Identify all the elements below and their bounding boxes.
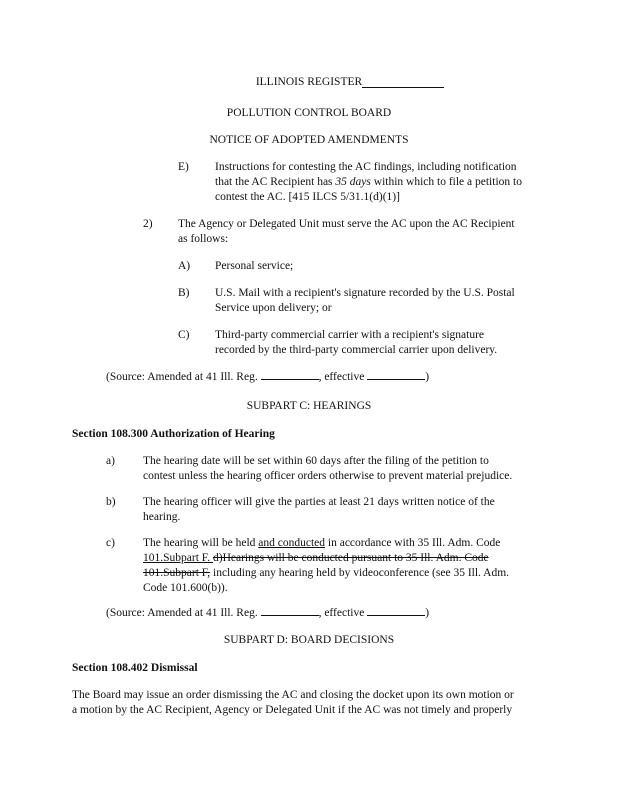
para-a-label: a) [106, 455, 115, 467]
inserted-text: and conducted [258, 537, 326, 549]
subpart-c-heading: SUBPART C: HEARINGS [246, 400, 372, 412]
dismissal-line1: The Board may issue an order dismissing the AC and closing the docket upon its own motion or [72, 689, 514, 701]
effective-blank [367, 371, 425, 380]
item-b-line2: Service upon delivery; or [215, 302, 332, 314]
para-c-line2 [143, 552, 489, 564]
para-c-line4: Code 101.600(b)). [143, 582, 228, 594]
subpart-d-heading: SUBPART D: BOARD DECISIONS [223, 634, 395, 646]
item-c-line1: Third-party commercial carrier with a recipient's signature [215, 329, 485, 341]
item-2-label: 2) [143, 218, 153, 230]
item-e-label: E) [178, 161, 189, 173]
inserted-text: 101.Subpart F. [143, 552, 213, 564]
item-c-label: C) [178, 329, 190, 341]
deleted-text: 101.Subpart F, [143, 567, 211, 579]
header-rule [362, 87, 444, 88]
section-300-heading: Section 108.300 Authorization of Hearing [72, 428, 275, 440]
item-e-line3: contest the AC. [415 ILCS 5/31.1(d)(1)] [215, 191, 400, 203]
para-c-line3: 101.Subpart F, including any hearing held by videoconference (see 35 Ill. Adm. [143, 567, 510, 579]
item-a-line1: Personal service; [215, 260, 294, 272]
dismissal-line2: a motion by the AC Recipient, Agency or Delegated Unit if the AC was not timely and properly [72, 704, 513, 716]
para-b-label: b) [106, 496, 116, 508]
para-b-line1: The hearing officer will give the parties at least 21 days written notice of the [143, 496, 495, 508]
register-title: ILLINOIS REGISTER [255, 76, 363, 88]
para-c-line1: The hearing will be held and conducted in accordance with 35 Ill. Adm. Code [143, 537, 501, 549]
item-2-line2: as follows: [178, 233, 229, 245]
section-402-heading: Section 108.402 Dismissal [72, 662, 198, 674]
para-c-label: c) [106, 537, 115, 549]
item-2-line1: The Agency or Delegated Unit must serve the AC upon the AC Recipient [178, 218, 515, 230]
reg-blank [261, 607, 319, 616]
source-note-1: (Source: Amended at 41 Ill. Reg. , effective ) [106, 371, 430, 383]
deleted-text: d)Hearings will be conducted pursuant to 35 Ill. Adm. Code [213, 552, 489, 564]
item-a-label: A) [178, 260, 191, 272]
notice-title: NOTICE OF ADOPTED AMENDMENTS [209, 134, 409, 146]
board-title: POLLUTION CONTROL BOARD [226, 107, 392, 119]
item-b-line1: U.S. Mail with a recipient's signature recorded by the U.S. Postal [215, 287, 515, 299]
effective-blank [367, 607, 425, 616]
para-a-line1: The hearing date will be set within 60 days after the filing of the petition to [143, 455, 489, 467]
para-b-line2: hearing. [143, 511, 181, 523]
item-c-line2: recorded by the third-party commercial carrier upon delivery. [215, 344, 498, 356]
item-e-line1: Instructions for contesting the AC findings, including notification [215, 161, 517, 173]
para-a-line2: contest unless the hearing officer orders otherwise to prevent material prejudice. [143, 470, 513, 482]
item-e-line2: that the AC Recipient has 35 days within which to file a petition to [215, 176, 522, 188]
source-note-2: (Source: Amended at 41 Ill. Reg. , effective ) [106, 607, 430, 619]
item-b-label: B) [178, 287, 190, 299]
reg-blank [261, 371, 319, 380]
